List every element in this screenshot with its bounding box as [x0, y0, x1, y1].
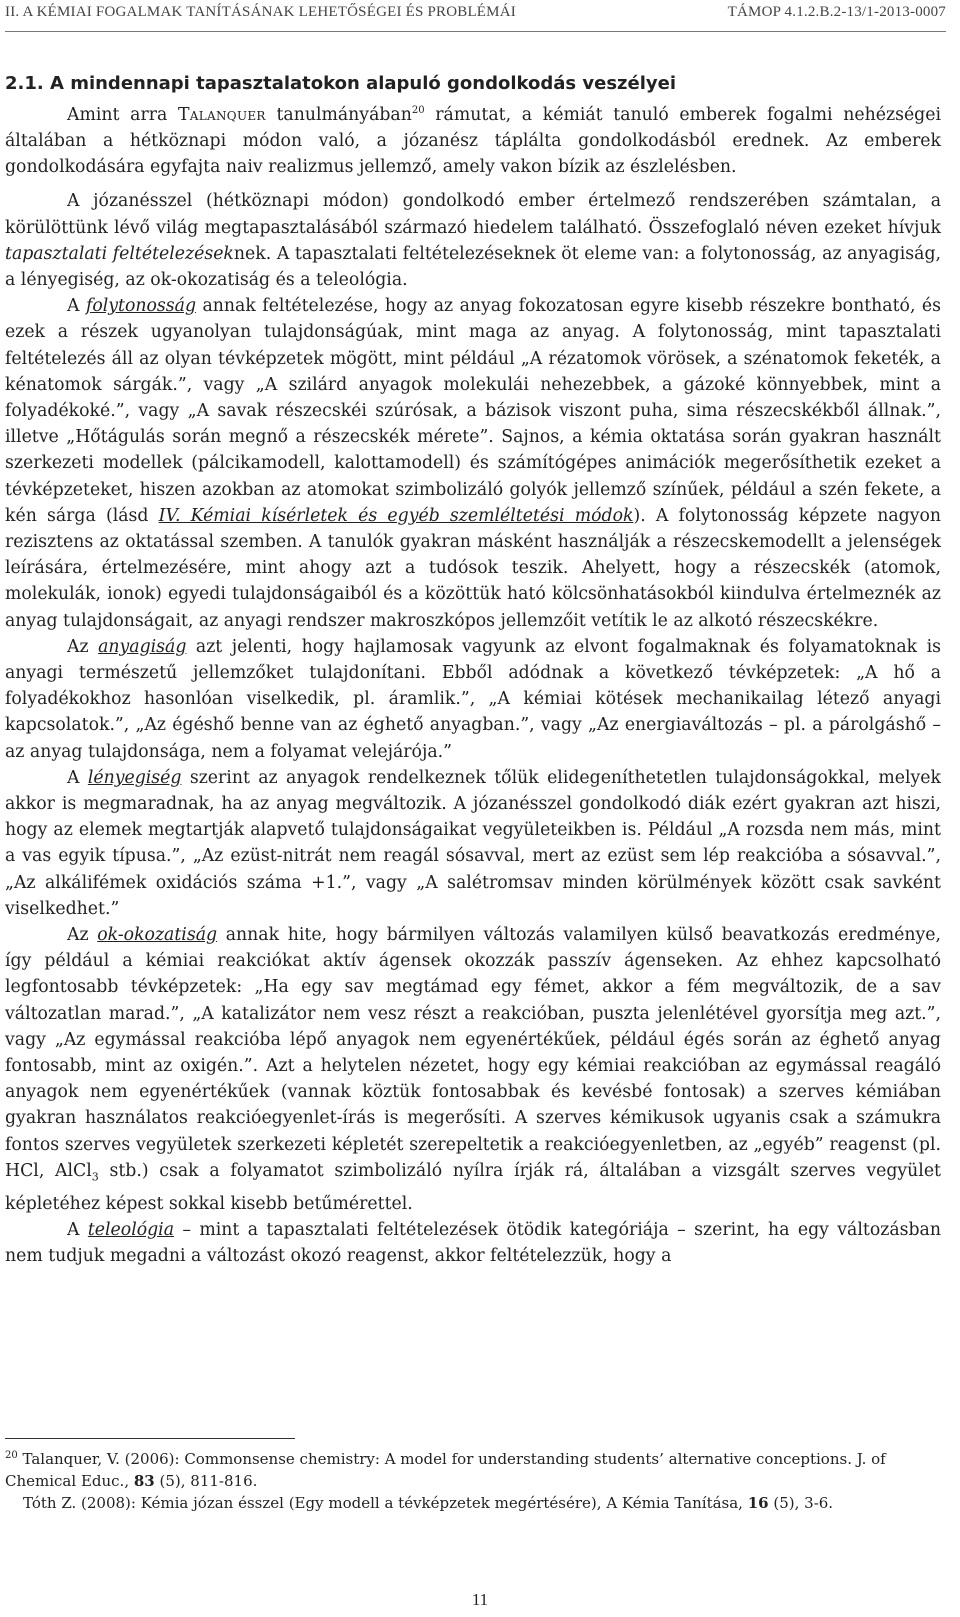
- paragraph-essentialism: [5, 765, 941, 922]
- footnotes: [5, 1438, 941, 1514]
- text: (5), 3-6.: [768, 1494, 834, 1512]
- author-name: Talanquer: [177, 104, 266, 125]
- paragraph-causality: [5, 922, 941, 1217]
- text: stb.) csak a folyamatot szimbolizáló nyílra írják rá, általában a vizsgált szerves vegyület képletéhez képest sokkal kisebb betűmérettel.: [5, 1160, 941, 1214]
- header-divider: [5, 31, 946, 32]
- header-project-code: TÁMOP 4.1.2.B.2-13/1-2013-0007: [727, 4, 946, 20]
- text: A józanésszel (hétköznapi módon) gondolkodó ember értelmező rendszerében számtalan, a körülöttünk lévő világ megtapasztalásából származó hiedelem található. Összefoglaló néven ezeket hívjuk: [5, 191, 941, 238]
- section-title: 2.1. A mindennapi tapasztalatokon alapuló gondolkodás veszélyei: [5, 73, 677, 94]
- text: Talanquer, V. (2006): Commonsense chemistry: A model for understanding students’ alternative conceptions. J. of Chemical Educ.,: [5, 1450, 886, 1490]
- text: annak hite, hogy bármilyen változás valamilyen külső beavatkozás eredménye, így például a kémiai reakciókat aktív ágensek okozzák passzív ágenseken. Az ehhez kapcsolható legfontosabb tévképzetek: „Ha egy sav megtámad egy fémet, akkor a fém megváltozik, de a sav változatlan marad.”, „A katalizátor nem vesz részt a reakcióban, puszta jelenlétével gyorsítja meg azt.”, vagy „Az egymással reakcióba lépő anyagok nem egyenértékűek, például égés során az éghető anyag fontosabb, mint az oxigén.”. Azt a helytelen nézetet, hogy egy kémiai reakcióban az egymással reagáló anyagok nem egyenértékűek (vannak köztük fontosabbak és kevésbé fontosak) a szerves kémiában gyakran használatos reakcióegyenlet-írás is megerősíti. A szerves kémikusok ugyanis csak a számukra fontos szerves vegyületek szerkezeti képletét szerepeltetik a reakcióegyenletben, az „egyéb” reagenst (pl. HCl, AlCl: [5, 925, 942, 1181]
- text: nek. A tapasztalati feltételezéseknek öt eleme van: a folytonosság, az anyagiság, a lényegiség, az ok-okozatiság és a teleológia.: [5, 243, 941, 290]
- text: Tóth Z. (2008): Kémia józan ésszel (Egy modell a tévképzetek megértésére), A Kémia Tanítása,: [23, 1494, 748, 1512]
- paragraph-continuity: [5, 293, 941, 634]
- text: annak feltételezése, hogy az anyag fokozatosan egyre kisebb részekre bontható, és ezek a részek ugyanolyan tulajdonságúak, mint maga az anyag. A folytonosság, mint tapasztalati feltételezés áll az olyan tévképzetek mögött, mint például „A rézatomok vörösek, a szénatomok feketék, a kénatomok sárgák.”, vagy „A szilárd anyagok molekulái nehezebbek, a gázoké könnyebbek, mint a folyadékoké.”, vagy „A savak részecskéi szúrósak, a bázisok viszont puha, sima részecskékből állnak.”, illetve „Hőtágulás során megnő a részecskék mérete”. Sajnos, a kémia oktatása során gyakran használt szerkezeti modellek (pálcikamodell, kalottamodell) és számítógépes animációk megerősíthetik ezeket a tévképzeteket, hiszen azokban az atomokat szimbolizáló golyók jellemző színűek, például a szén fekete, a kén sárga (lásd: [5, 296, 941, 526]
- subscript: 3: [91, 1170, 99, 1184]
- emphasis: teleológia: [87, 1219, 175, 1240]
- footnote-number: 20: [5, 1450, 18, 1461]
- text: (5), 811-816.: [154, 1472, 258, 1490]
- text: A: [67, 1219, 88, 1240]
- paragraph-materiality: [5, 634, 941, 765]
- emphasis: tapasztalati feltételezések: [5, 243, 234, 264]
- emphasis: folytonosság: [85, 296, 197, 317]
- footnote-ref[interactable]: 20: [411, 105, 425, 116]
- text: ). A folytonosság képzete nagyon rezisztens az oktatással szemben. A tanulók gyakran másként használják a részecskemodellt a jelenségek leírására, értelmezésére, mint ahogy azt a tudósok teszik. Ahelyett, hogy a részecskék (atomok, molekulák, ionok) egyedi tulajdonságaiból és a közöttük ható kölcsönhatásokból kiindulva értelmeznék az anyag tulajdonságait, az anyagi rendszer makroszkópos jellemzőit vetítik le az alkotó részecskékre.: [5, 505, 942, 631]
- document-body: [5, 72, 941, 1269]
- header-chapter-title: II. A KÉMIAI FOGALMAK TANÍTÁSÁNAK LEHETŐSÉGEI ÉS PROBLÉMÁI: [5, 4, 516, 20]
- text: rámutat, a kémiát tanuló emberek fogalmi nehézségei általában a hétköznapi módon való, a józanész táplálta gondolkodásból erednek. Az emberek gondolkodására egyfajta naiv realizmus jellemző, amely vakon bízik az észlelésben.: [5, 104, 941, 178]
- text: Amint arra: [67, 104, 178, 125]
- paragraph-teleology: [5, 1217, 941, 1269]
- text: Az: [67, 636, 99, 657]
- footnote-20: [5, 1445, 941, 1492]
- footnote-divider: [5, 1438, 295, 1439]
- paragraph-intro: [5, 98, 941, 180]
- text: azt jelenti, hogy hajlamosak vagyunk az elvont fogalmaknak és folyamatoknak is anyagi természetű jellemzőket tulajdonítani. Ebből adódnak a következő tévképzetek: „A hő a folyadékokhoz hasonlóan viselkedik, pl. áramlik.”, „A kémiai kötések mechanikailag létező anyagi kapcsolatok.”, „Az égéshő benne van az éghető anyagban.”, vagy „Az energiaváltozás – pl. a párolgáshő – az anyag tulajdonsága, nem a folyamat velejárója.”: [5, 636, 941, 762]
- cross-reference-link[interactable]: IV. Kémiai kísérletek és egyéb szemléltetési módok: [158, 505, 634, 526]
- text: szerint az anyagok rendelkeznek tőlük elidegeníthetetlen tulajdonságokkal, melyek akkor is megmaradnak, ha az anyag megváltozik. A józanésszel gondolkodó diák ezért gyakran azt hiszi, hogy az elemek megtartják alapvető tulajdonságaikat vegyületeikben is. Például „A rozsda nem más, mint a vas egyik típusa.”, „Az ezüst-nitrát nem reagál sósavval, mert az ezüst sem lép reakcióba a sósavval.”, „Az alkálifémek oxidációs száma +1.”, vagy „A salétromsav minden körülmények között csak savként viselkedhet.”: [5, 767, 941, 919]
- page-number: 11: [471, 1590, 489, 1609]
- footnote-20-second-reference: [5, 1492, 941, 1514]
- paragraph-assumptions: [5, 188, 941, 293]
- emphasis: anyagiság: [98, 636, 187, 657]
- volume: 16: [747, 1494, 769, 1512]
- emphasis: lényegiség: [87, 767, 182, 788]
- emphasis: ok-okozatiság: [97, 925, 218, 946]
- volume: 83: [133, 1472, 155, 1490]
- text: – mint a tapasztalati feltételezések ötödik kategóriája – szerint, ha egy változásban nem tudjuk megadni a változást okozó reagenst, akkor feltételezzük, hogy a: [5, 1219, 941, 1266]
- text: A: [67, 767, 88, 788]
- page-header: [5, 4, 946, 24]
- text: Az: [67, 925, 98, 946]
- text: tanulmányában: [265, 104, 412, 125]
- text: A: [67, 296, 86, 317]
